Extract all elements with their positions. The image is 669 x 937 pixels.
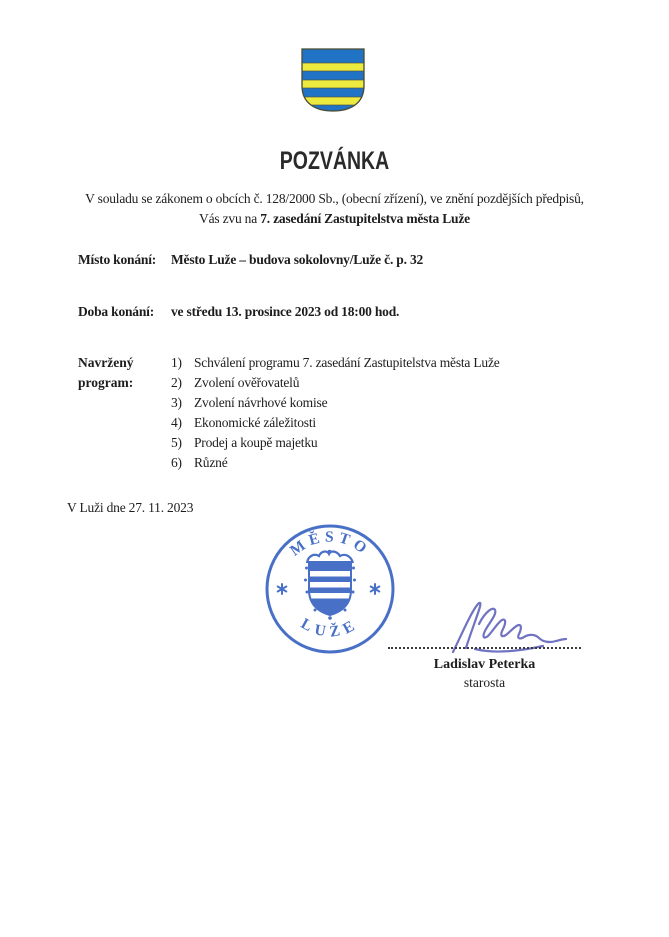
- place-label: Místo konání:: [78, 252, 157, 267]
- item-number: 3): [171, 395, 182, 410]
- item-number: 5): [171, 435, 182, 450]
- stamp-arc-top-text: MĚSTO: [286, 528, 374, 560]
- coat-of-arms-icon: [300, 48, 366, 113]
- time-label: Doba konání:: [78, 304, 155, 319]
- item-text: Zvolení návrhové komise: [194, 395, 328, 410]
- signer-role: starosta: [463, 675, 506, 690]
- star-icon: [278, 584, 287, 594]
- item-number: 1): [171, 355, 182, 370]
- item-number: 4): [171, 415, 182, 430]
- signer-name: Ladislav Peterka: [433, 657, 536, 672]
- item-text: Ekonomické záležitosti: [194, 415, 316, 430]
- program-label: [78, 353, 133, 393]
- stamp-arc-bottom-text: LUŽE: [297, 615, 363, 641]
- item-text: Schválení programu 7. zasedání Zastupitelstva města Luže: [194, 355, 500, 370]
- program-list: [171, 353, 500, 473]
- list-item: [171, 373, 500, 393]
- city-stamp: [263, 522, 397, 656]
- item-text: Prodej a koupě majetku: [194, 435, 318, 450]
- shield-yellow-stripe: [300, 80, 366, 88]
- intro-line-2-prefix: Vás zvu na: [199, 211, 261, 226]
- intro-line-2: [0, 209, 669, 229]
- list-item: [171, 433, 500, 453]
- program-label-line-2: program:: [78, 375, 134, 390]
- program-label-line-1: Navržený: [78, 355, 134, 370]
- list-item: [171, 393, 500, 413]
- list-item: [171, 453, 500, 473]
- list-item: [171, 353, 500, 373]
- shield-yellow-stripe: [300, 63, 366, 71]
- place-value: Město Luže – budova sokolovny/Luže č. p. 32: [171, 252, 424, 267]
- star-icon: [371, 584, 380, 594]
- intro-line-1: V souladu se zákonem o obcích č. 128/2000 Sb., (obecní zřízení), ve znění pozdějších předpisů,: [85, 191, 584, 206]
- item-text: Různé: [194, 455, 228, 470]
- signer-block: [388, 656, 581, 691]
- item-number: 6): [171, 455, 182, 470]
- signature-line: [388, 647, 581, 649]
- item-number: 2): [171, 375, 182, 390]
- date-line: V Luži dne 27. 11. 2023: [67, 500, 194, 515]
- stamp-shield: [304, 550, 356, 620]
- page-title: POZVÁNKA: [279, 147, 390, 175]
- item-text: Zvolení ověřovatelů: [194, 375, 300, 390]
- time-value: ve středu 13. prosince 2023 od 18:00 hod.: [171, 304, 400, 319]
- intro-line-2-bold: 7. zasedání Zastupitelstva města Luže: [260, 211, 470, 226]
- intro-paragraph: [0, 189, 669, 229]
- list-item: [171, 413, 500, 433]
